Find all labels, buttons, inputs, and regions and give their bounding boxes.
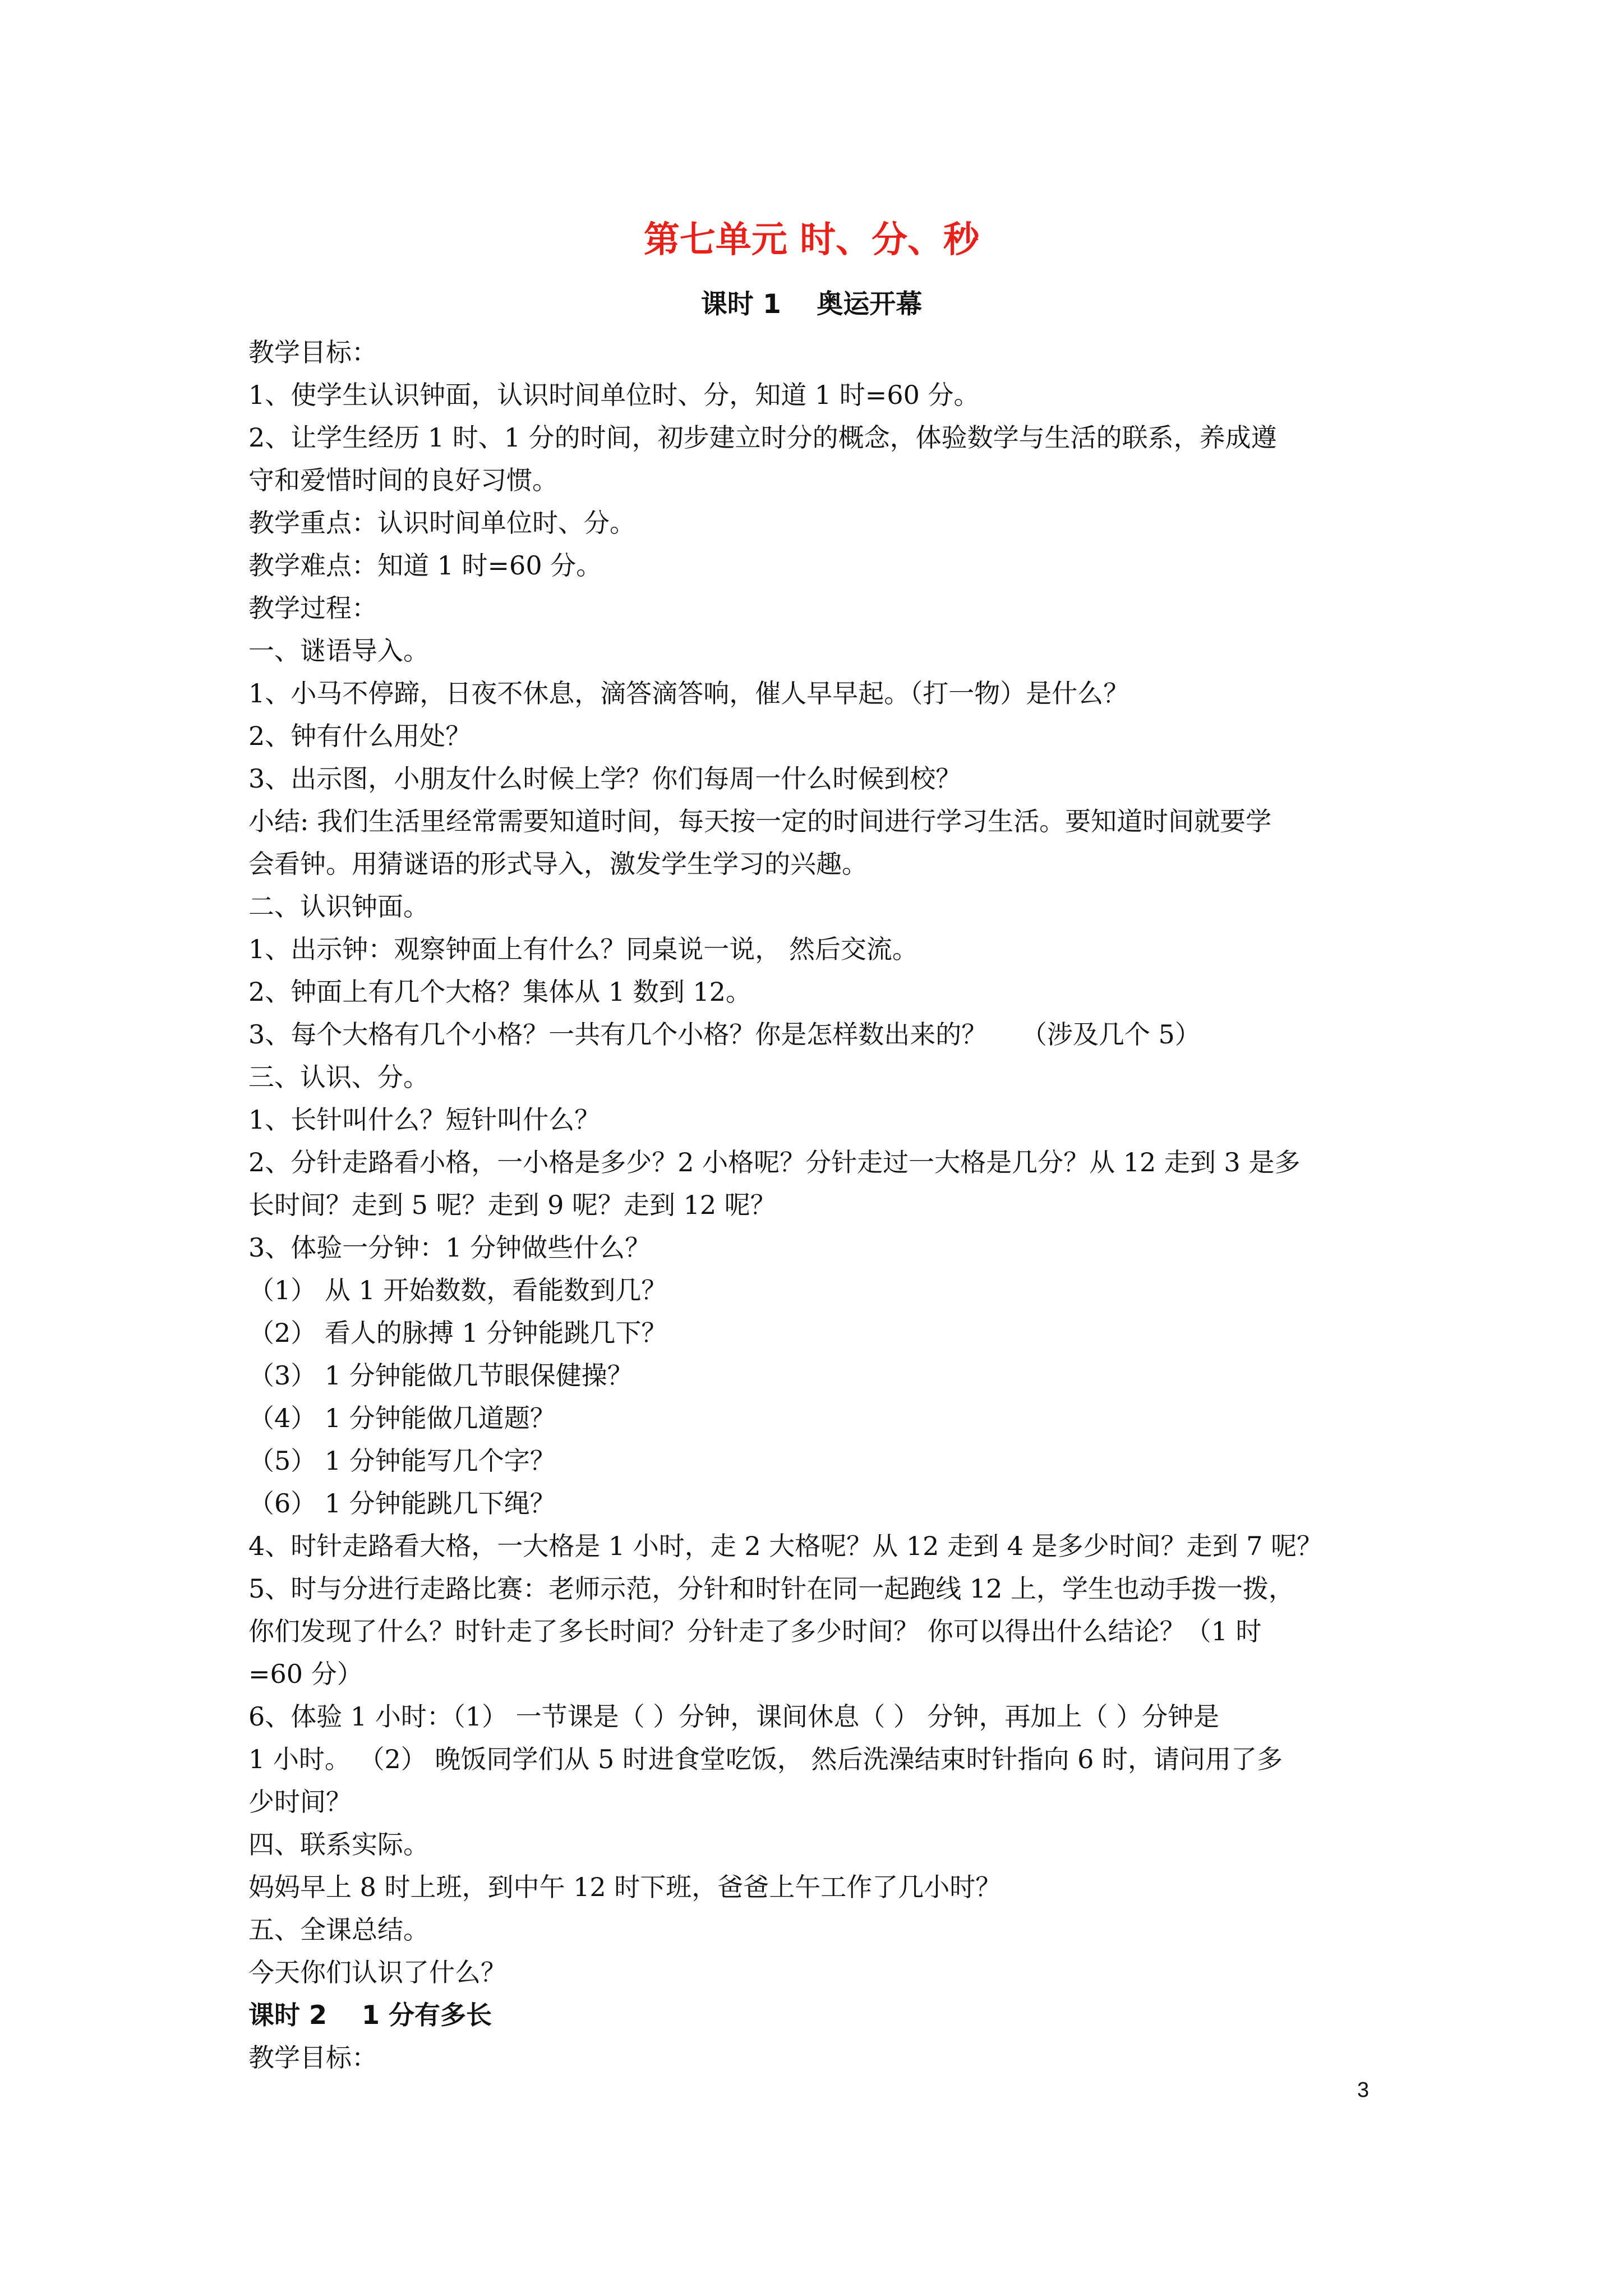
text-line: 四、联系实际。 xyxy=(248,1829,429,1860)
text-line: 一、谜语导入。 xyxy=(248,636,429,666)
text-line: 你们发现了什么？时针走了多长时间？分针走了多少时间？ 你可以得出什么结论？（1 时 xyxy=(248,1616,1262,1646)
lesson-1-heading: 课时 1 奥运开幕 xyxy=(700,289,923,320)
text-line: 2、让学生经历 1 时、1 分的时间，初步建立时分的概念，体验数学与生活的联系，养成遵 xyxy=(248,422,1277,453)
text-line: 1、长针叫什么？短针叫什么？ xyxy=(248,1105,601,1135)
text-line: 5、时与分进行走路比赛：老师示范，分针和时针在同一起跑线 12 上，学生也动手拨一拨， xyxy=(248,1573,1295,1604)
document-body xyxy=(248,331,1390,2079)
text-line: 三、认识、分。 xyxy=(248,1062,429,1092)
text-line: （6） 1 分钟能跳几下绳？ xyxy=(248,1488,556,1519)
page-number: 3 xyxy=(1357,2078,1370,2102)
text-line: （4） 1 分钟能做几道题？ xyxy=(248,1403,556,1433)
text-line: （1） 从 1 开始数数，看能数到几？ xyxy=(248,1275,667,1305)
text-line: 教学目标： xyxy=(248,2042,377,2073)
text-line: 会看钟。用猜谜语的形式导入，激发学生学习的兴趣。 xyxy=(248,849,868,879)
text-line: 少时间？ xyxy=(248,1787,352,1817)
text-line: 妈妈早上 8 时上班，到中午 12 时下班，爸爸上午工作了几小时？ xyxy=(248,1872,1002,1902)
text-line: （2） 看人的脉搏 1 分钟能跳几下？ xyxy=(248,1318,667,1348)
text-line: 小结: 我们生活里经常需要知道时间，每天按一定的时间进行学习生活。要知道时间就要学 xyxy=(248,806,1272,836)
text-line: 教学目标： xyxy=(248,337,377,367)
text-line: 二、认识钟面。 xyxy=(248,891,429,922)
text-line: （5） 1 分钟能写几个字？ xyxy=(248,1446,556,1476)
text-line: 教学过程： xyxy=(248,593,377,623)
text-line: 3、体验一分钟：1 分钟做些什么？ xyxy=(248,1232,651,1263)
text-line: 教学难点：知道 1 时=60 分。 xyxy=(248,550,602,581)
text-line: 4、时针走路看大格，一大格是 1 小时，走 2 大格呢？从 12 走到 4 是多少时间？走到 7 呢？ xyxy=(248,1531,1323,1561)
text-line: 1、小马不停蹄，日夜不休息，滴答滴答响，催人早早起。（打一物）是什么？ xyxy=(248,678,1129,708)
text-line: 五、全课总结。 xyxy=(248,1915,429,1945)
text-line: 3、每个大格有几个小格？一共有几个小格？你是怎样数出来的？ （涉及几个 5） xyxy=(248,1019,1201,1050)
text-line: 1 小时。 （2） 晚饭同学们从 5 时进食堂吃饭， 然后洗澡结束时针指向 6 时，请问用了多 xyxy=(248,1744,1283,1774)
text-line: 2、钟面上有几个大格？集体从 1 数到 12。 xyxy=(248,977,751,1007)
text-line: 守和爱惜时间的良好习惯。 xyxy=(248,465,558,495)
lesson-2-heading: 课时 2 1 分有多长 xyxy=(248,2000,492,2030)
text-line: 3、出示图，小朋友什么时候上学？你们每周一什么时候到校？ xyxy=(248,763,962,794)
text-line: （3） 1 分钟能做几节眼保健操？ xyxy=(248,1360,633,1391)
text-line: 今天你们认识了什么？ xyxy=(248,1957,506,1987)
text-line: 1、出示钟：观察钟面上有什么？同桌说一说， 然后交流。 xyxy=(248,934,918,964)
text-line: 2、钟有什么用处？ xyxy=(248,721,472,751)
text-line: =60 分） xyxy=(248,1659,363,1689)
text-line: 6、体验 1 小时：（1） 一节课是（ ）分钟，课间休息（ ） 分钟，再加上（ ）分钟是 xyxy=(248,1701,1220,1732)
unit-title: 第七单元 时、分、秒 xyxy=(643,219,980,261)
text-line: 长时间？走到 5 呢？走到 9 呢？走到 12 呢？ xyxy=(248,1190,776,1220)
text-line: 教学重点：认识时间单位时、分。 xyxy=(248,508,635,538)
text-line: 1、使学生认识钟面，认识时间单位时、分，知道 1 时=60 分。 xyxy=(248,380,980,410)
text-line: 2、分针走路看小格，一小格是多少？2 小格呢？分针走过一大格是几分？从 12 走到 3 是多 xyxy=(248,1147,1301,1177)
